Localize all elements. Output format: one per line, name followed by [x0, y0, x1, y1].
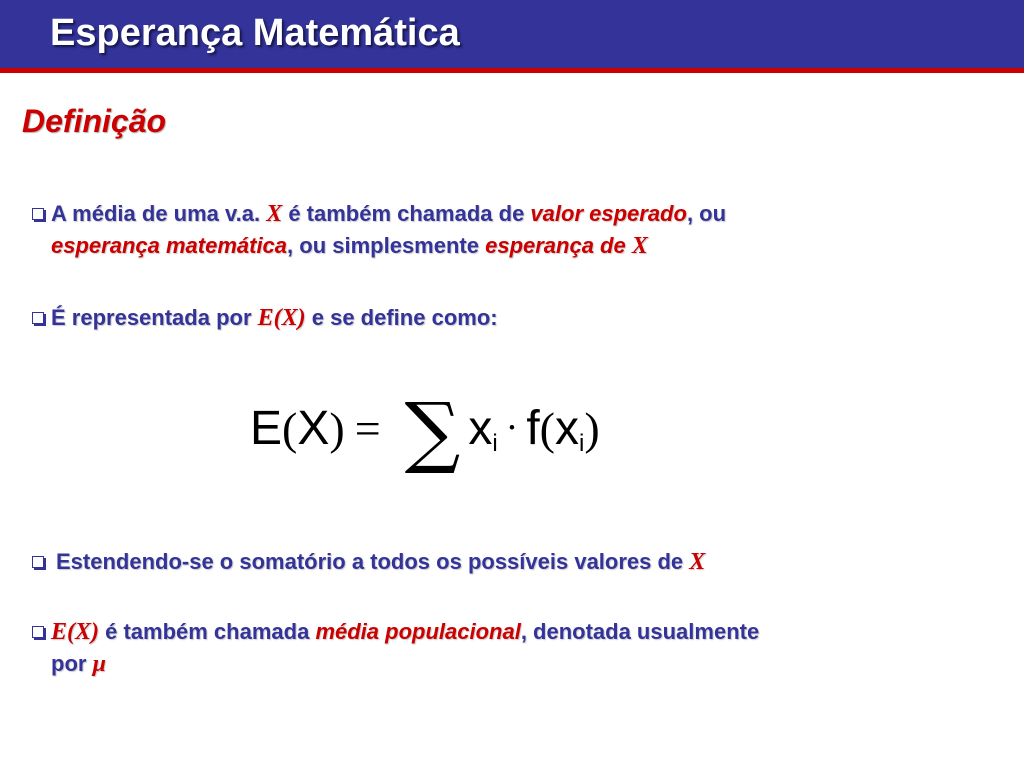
- bullet-population-mean: [32, 616, 992, 680]
- text-run: é também chamada de: [282, 201, 531, 226]
- formula-paren-open: (: [539, 402, 555, 454]
- text-run: , denotada usualmente: [520, 619, 760, 644]
- expression-ex: E(X): [257, 305, 306, 331]
- variable-x: X: [689, 549, 706, 575]
- bullet-text: [51, 616, 759, 680]
- variable-x: X: [631, 233, 648, 259]
- emphasis-media-populacional: média populacional: [315, 619, 521, 644]
- text-run: É representada por: [51, 305, 258, 330]
- text-run: , ou simplesmente: [287, 233, 486, 258]
- formula-subscript-i: i: [492, 430, 498, 457]
- bullet-text: [51, 198, 726, 262]
- bullet-square-icon: [32, 626, 44, 638]
- formula-e: E: [250, 401, 283, 455]
- title-rule: [0, 68, 1024, 73]
- formula-xi: x: [555, 401, 579, 455]
- formula-xi: x: [468, 401, 493, 455]
- text-run: Estendendo-se o somatório a todos os possíveis valores de: [56, 549, 690, 574]
- emphasis-esperanca-matematica: esperança matemática: [51, 233, 288, 258]
- formula-f: f: [526, 401, 540, 455]
- text-run: A média de uma v.a.: [51, 201, 267, 226]
- bullet-summation-domain: [32, 546, 992, 578]
- summation-icon: ∑: [404, 387, 461, 477]
- expression-ex: E(X): [51, 619, 99, 645]
- bullet-text: [51, 302, 498, 334]
- slide-title: Esperança Matemática: [50, 12, 460, 54]
- text-run: por: [51, 651, 93, 676]
- symbol-mu: μ: [92, 651, 106, 677]
- formula-equals: =: [354, 402, 381, 454]
- bullet-square-icon: [32, 208, 44, 220]
- bullet-text: [56, 546, 705, 578]
- formula-paren-close: ): [329, 402, 345, 454]
- bullet-square-icon: [32, 312, 44, 324]
- text-run: e se define como:: [305, 305, 498, 330]
- variable-x: X: [266, 201, 283, 227]
- bullet-mean-definition: [32, 198, 962, 262]
- expected-value-formula: [250, 378, 600, 478]
- formula-dot: ·: [505, 407, 519, 449]
- bullet-representation: [32, 302, 962, 334]
- text-run: , ou: [686, 201, 727, 226]
- text-run: é também chamada: [99, 619, 316, 644]
- formula-paren-open: (: [282, 402, 298, 454]
- section-heading: Definição: [22, 103, 167, 139]
- formula-x: X: [297, 401, 330, 455]
- bullet-square-icon: [32, 556, 44, 568]
- emphasis-valor-esperado: valor esperado: [530, 201, 687, 226]
- formula-subscript-i: i: [579, 430, 585, 457]
- formula-paren-close: ): [584, 402, 600, 454]
- emphasis-esperanca-de: esperança de: [485, 233, 632, 258]
